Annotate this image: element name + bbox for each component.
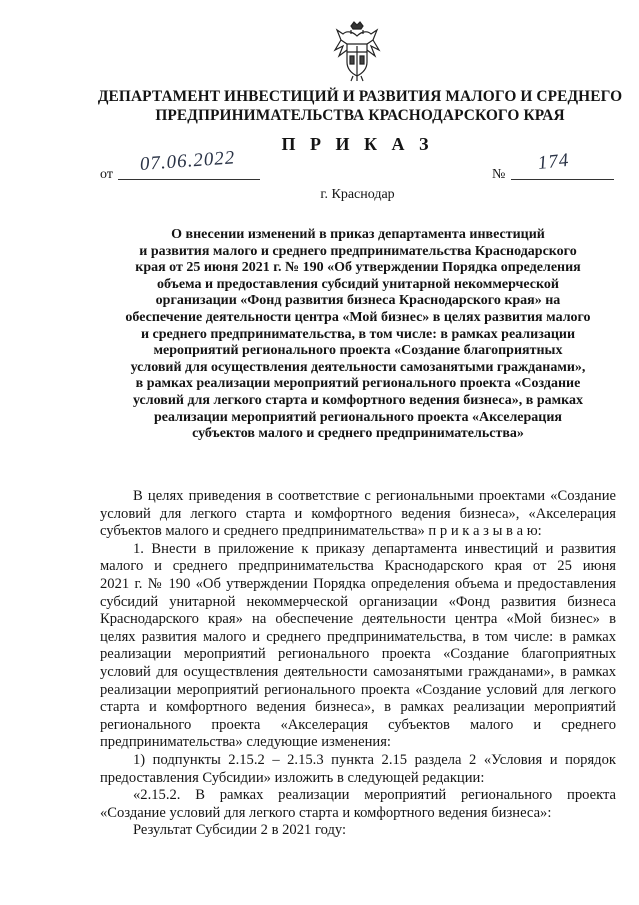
title-line: и развития малого и среднего предпринимательства Краснодарского: [139, 243, 577, 259]
title-line: объема и предоставления субсидий унитарной некоммерческой: [157, 276, 559, 292]
body-line: предоставления Субсидии» изложить в следующей редакции:: [100, 769, 485, 786]
body-line: 1) подпункты 2.15.2 – 2.15.3 пункта 2.15 раздела 2 «Условия и порядок: [133, 751, 616, 768]
handwritten-date: 07.06.2022: [139, 147, 236, 175]
date-underline: [118, 177, 260, 180]
title-line: О внесении изменений в приказ департамента инвестиций: [171, 227, 545, 242]
body-line: Результат Субсидии 2 в 2021 году:: [133, 822, 347, 839]
body-line: малого и среднего предпринимательства Краснодарского края от 25 июня: [100, 558, 616, 575]
order-title: [100, 227, 616, 443]
title-line: мероприятий регионального проекта «Создание благоприятных: [153, 343, 563, 359]
title-line: субъектов малого и среднего предпринимательства»: [192, 426, 524, 442]
body-line: реализации мероприятий регионального проекта «Создание условий для легкого: [100, 681, 616, 698]
title-line: в рамках реализации мероприятий регионального проекта «Создание: [135, 376, 581, 392]
title-line: реализации мероприятий регионального проекта «Акселерация: [153, 409, 563, 425]
body-line: реализации мероприятий регионального проекта «Создание благоприятных: [100, 646, 616, 663]
city: г. Краснодар: [320, 187, 395, 202]
coat-of-arms-emblem: [333, 20, 381, 82]
title-line: условий для легкого старта и комфортного ведения бизнеса», в рамках: [132, 392, 584, 408]
body-line: Краснодарского края» на обеспечение деятельности центра «Мой бизнес» в: [100, 611, 616, 628]
body-line: 2021 г. № 190 «Об утверждении Порядка определения объема и предоставления: [100, 575, 616, 592]
body-line: 1. Внести в приложение к приказу департамента инвестиций и развития: [133, 540, 616, 557]
department-line-1: ДЕПАРТАМЕНТ ИНВЕСТИЦИЙ И РАЗВИТИЯ МАЛОГО И СРЕДНЕГО: [97, 88, 623, 105]
body-line: регионального проекта «Акселерация субъектов малого и среднего: [100, 716, 616, 733]
department-name: [60, 87, 639, 125]
department-line-2: ПРЕДПРИНИМАТЕЛЬСТВА КРАСНОДАРСКОГО КРАЯ: [155, 107, 565, 124]
title-line: и среднего предпринимательства, в том числе: в рамках реализации: [140, 326, 576, 342]
body-line: В целях приведения в соответствие с региональными проектами «Создание: [133, 488, 616, 504]
body-line: «Создание условий для легкого старта и комфортного ведения бизнеса»:: [100, 804, 552, 821]
body-line: субсидий унитарной некоммерческой организации «Фонд развития бизнеса: [100, 593, 616, 610]
title-line: обеспечение деятельности центра «Мой бизнес» в целях развития малого: [125, 309, 591, 325]
date-from-label: от: [100, 167, 113, 182]
body-line: условий для легкого старта и комфортного ведения бизнеса», «Акселерация: [100, 505, 616, 522]
title-line: условий для осуществления деятельности самозанятыми гражданами»,: [130, 359, 586, 375]
number-underline: [511, 177, 614, 180]
order-body: [100, 488, 616, 840]
body-line: «2.15.2. В рамках реализации мероприятий регионального проекта: [133, 787, 616, 804]
body-line: старта и комфортного ведения бизнеса», в рамках реализации мероприятий: [100, 699, 616, 716]
body-line: предпринимательства» следующие изменения:: [100, 734, 391, 751]
document-type: П Р И К А З: [281, 134, 434, 154]
title-line: края от 25 июня 2021 г. № 190 «Об утверждении Порядка определения: [135, 260, 581, 276]
title-line: организации «Фонд развития бизнеса Краснодарского края» на: [155, 293, 561, 309]
body-line: целях развития малого и среднего предпринимательства, в том числе: в рамках: [100, 628, 616, 645]
body-line: условий для осуществления деятельности самозанятыми гражданами», в рамках: [100, 663, 616, 680]
handwritten-number: 174: [536, 149, 571, 174]
body-line: субъектов малого и среднего предпринимательства» п р и к а з ы в а ю:: [100, 523, 542, 540]
number-label: №: [492, 167, 506, 182]
